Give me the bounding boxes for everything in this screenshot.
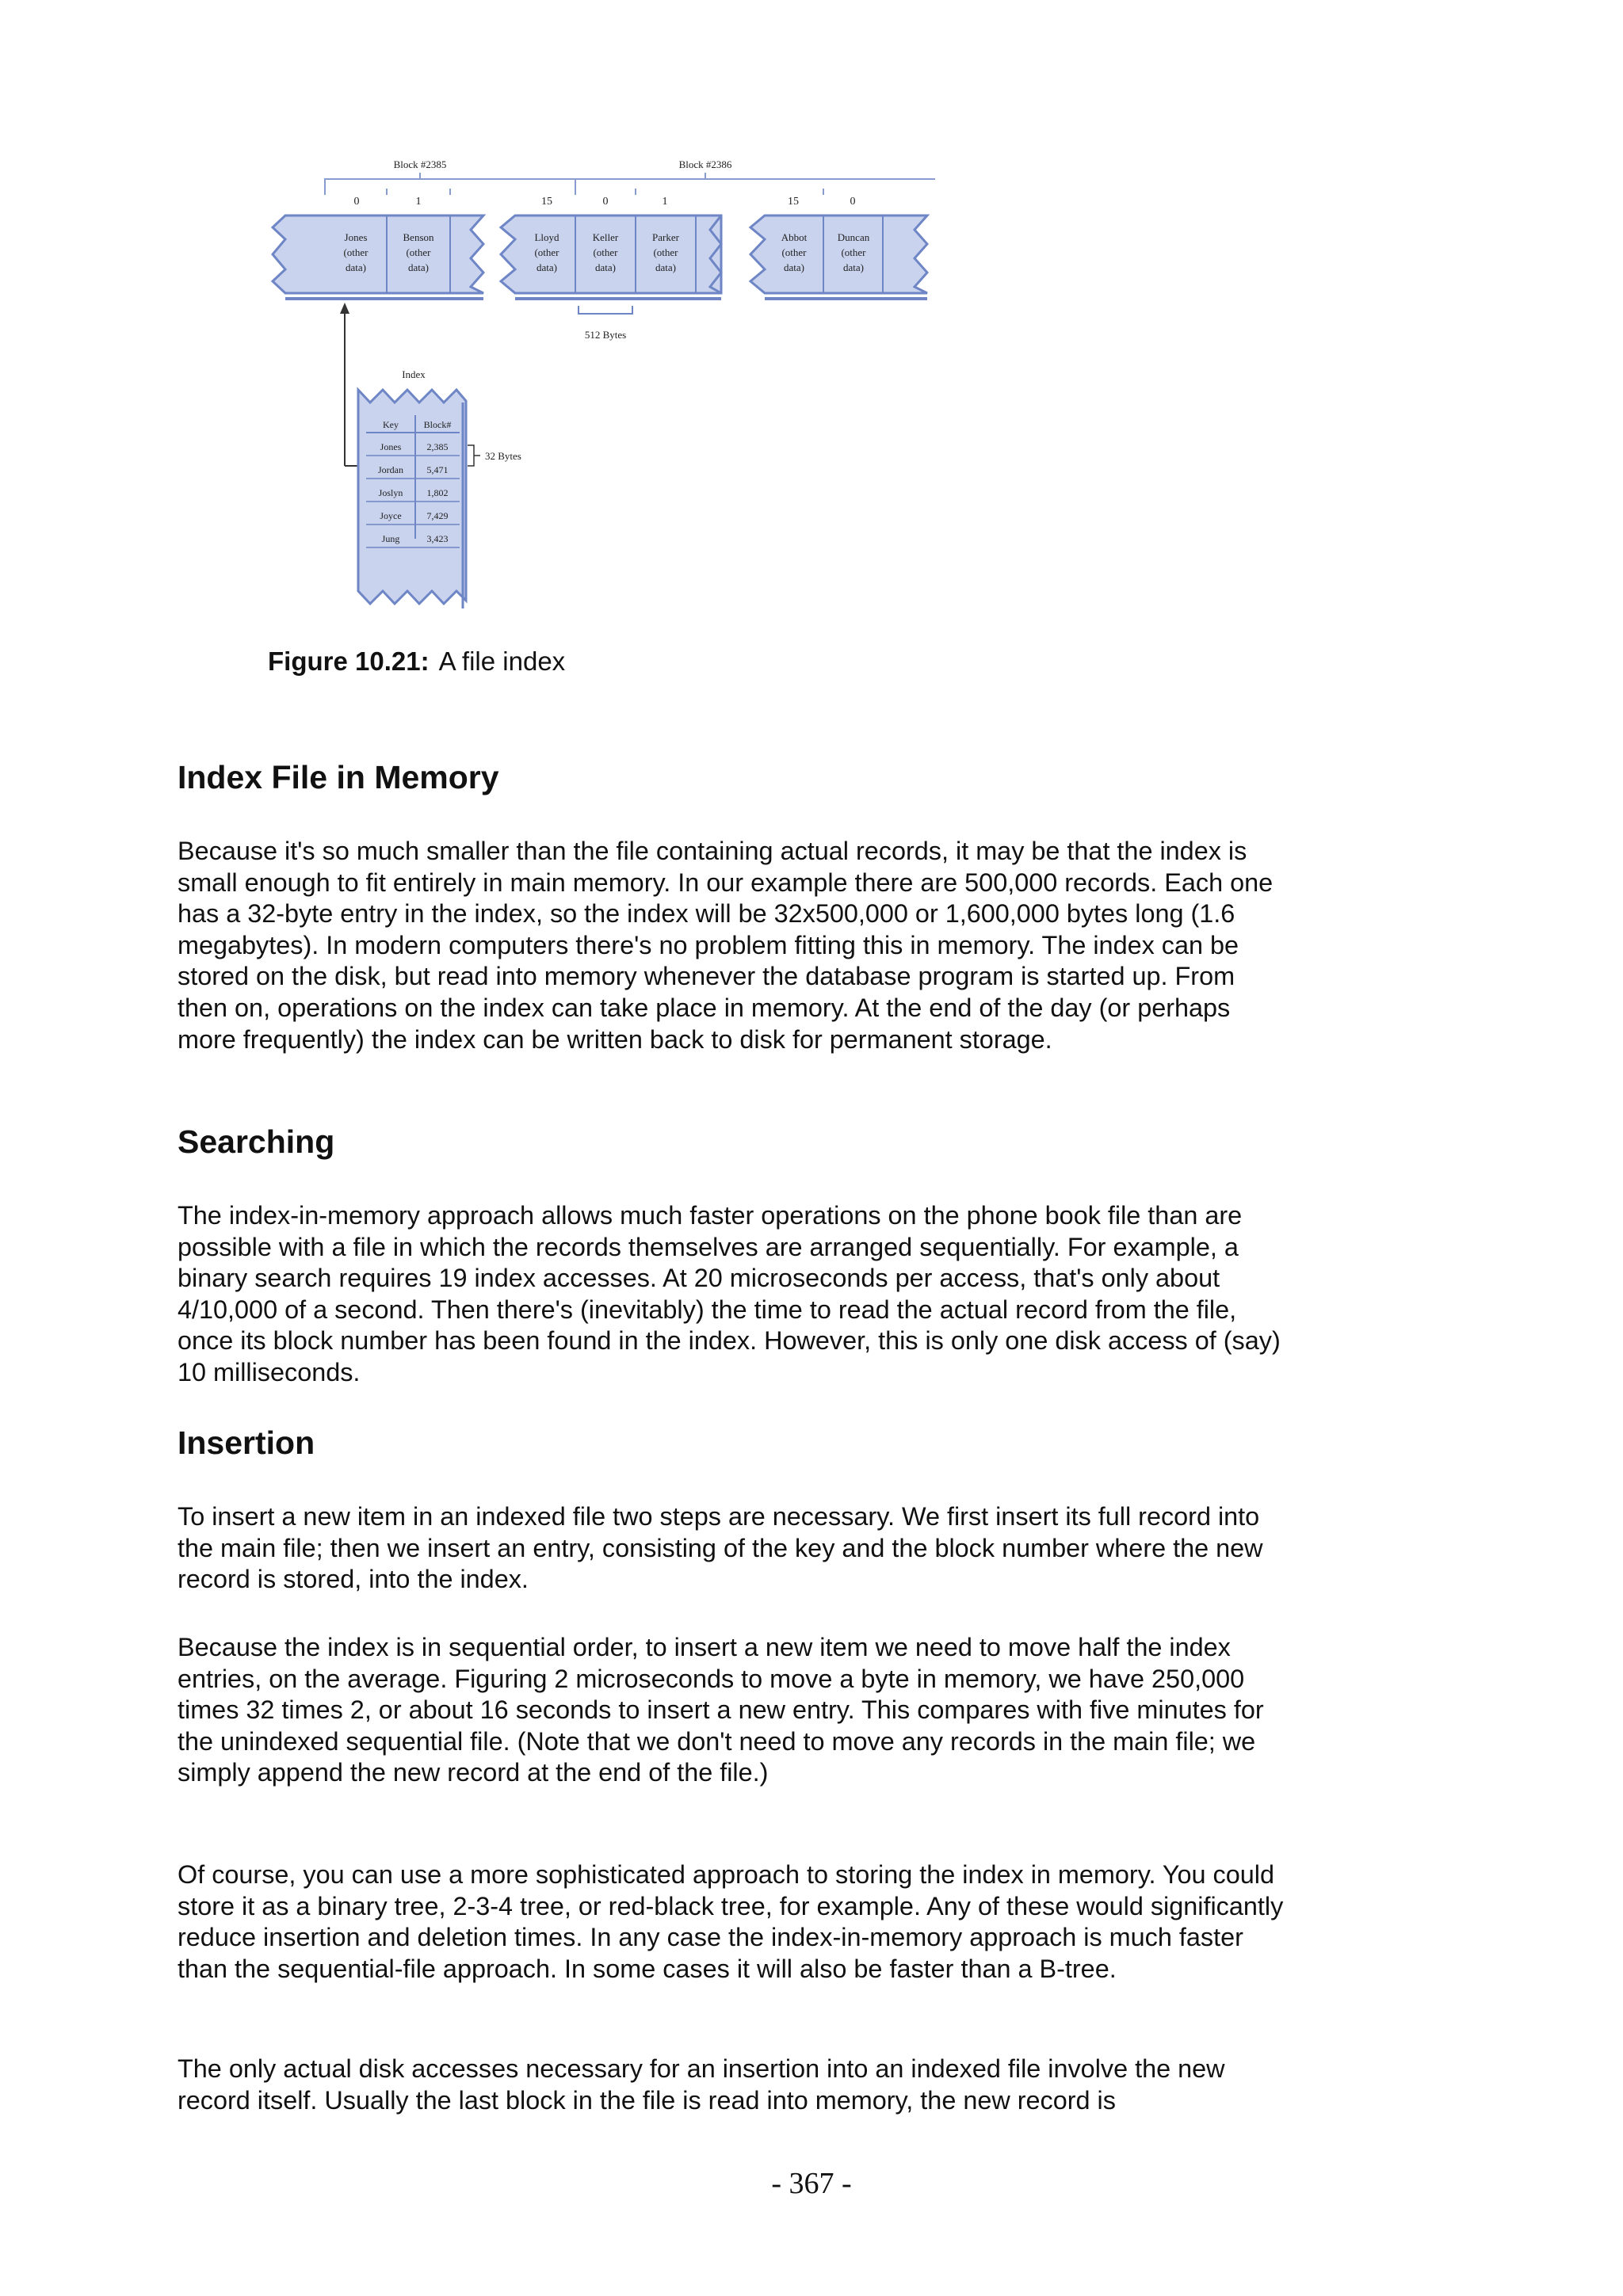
paragraph: Of course, you can use a more sophisticated approach to storing the index in memory. You could store it as a binary tree, 2-3-4 tree, or red-black tree, for example. Any of these would significantly reduce insertion and deletion times. In any case the index-in-memory approach is much faster than the sequential-file approach. In some cases it will also be faster than a B-tree. [178, 1860, 1284, 1983]
record-line: data) [843, 261, 864, 273]
file-index-figure [269, 151, 935, 618]
slot-number: 15 [541, 196, 552, 208]
record-line: (other [781, 246, 807, 258]
record-line: data) [346, 261, 366, 273]
record-name: Keller [592, 231, 619, 243]
paragraph: The only actual disk accesses necessary for an insertion into an indexed file involve the new record itself. Usually the last block in the file is read into memory, the new record is [178, 2054, 1225, 2115]
slot-number: 0 [850, 196, 856, 208]
record-line: (other [534, 246, 559, 258]
index-header-key: Key [383, 419, 399, 430]
section-heading-index-file-in-memory: Index File in Memory [178, 759, 499, 795]
paragraph: The index-in-memory approach allows much faster operations on the phone book file than are possible with a file in which the records themselves are arranged sequentially. For example, a binary search requires 19 index accesses. At 20 microseconds per access, that's only about 4/10,000 of a second. Then there's (inevitably) the time to read the actual record from the file, once its block number has been found in the index. However, this is only one disk access of (say) 10 milliseconds. [178, 1201, 1281, 1386]
record-name: Abbot [781, 231, 808, 243]
slot-number: 1 [415, 196, 422, 208]
record-line: data) [595, 261, 616, 273]
paragraph: Because the index is in sequential order, to insert a new item we need to move half the index entries, on the average. Figuring 2 microseconds to move a byte in memory, we have 250,000 times 32 times 2, or about 16 seconds to insert a new entry. This compares with five minutes for the unindexed sequential file. (Note that we don't need to move any records in the main file; we simply append the new record at the end of the file.) [178, 1633, 1264, 1787]
slot-number: 1 [662, 196, 668, 208]
index-title: Index [402, 368, 426, 380]
slot-number: 0 [353, 196, 360, 208]
record-line: (other [653, 246, 678, 258]
entry-size-bracket [468, 445, 480, 466]
slot-ticks [325, 189, 823, 195]
record-name: Duncan [837, 231, 870, 243]
index-key-cell: Jordan [378, 464, 403, 475]
caption-number: Figure 10.21: [268, 646, 430, 676]
index-key-cell: Jung [381, 533, 400, 544]
index-key-cell: Jones [380, 441, 402, 452]
section-heading-searching: Searching [178, 1123, 335, 1160]
section-heading-insertion: Insertion [178, 1425, 315, 1461]
pointer-arrowhead [340, 303, 349, 314]
record-name: Benson [403, 231, 434, 243]
record-size-bracket [579, 306, 632, 314]
index-block-cell: 2,385 [426, 441, 449, 452]
caption-text: A file index [438, 646, 566, 676]
record-line: (other [343, 246, 369, 258]
paragraph: Because it's so much smaller than the file containing actual records, it may be that the index is small enough to fit entirely in main memory. In our example there are 500,000 records. Each one has a 32-byte entry in the index, so the index will be 32x500,000 or 1,600,000 bytes long (1.6 megabytes). In modern computers there's no problem fitting this in memory. The index can be stored on the disk, but read into memory whenever the database program is started up. From then on, operations on the index can take place in memory. At the end of the day (or perhaps more frequently) the index can be written back to disk for permanent storage. [178, 837, 1274, 1054]
file-index-diagram [269, 151, 935, 618]
record-strip-right [750, 215, 927, 299]
entry-size-label: 32 Bytes [485, 450, 521, 462]
index-header-block: Block# [423, 419, 452, 430]
figure-caption [268, 646, 565, 677]
index-block-cell: 1,802 [426, 487, 449, 498]
record-line: data) [655, 261, 676, 273]
block-2386-bracket [575, 173, 935, 189]
paragraph: To insert a new item in an indexed file two steps are necessary. We first insert its full record into the main file; then we insert an entry, consisting of the key and the block number where the new record is stored, into the index. [178, 1502, 1263, 1594]
block-2385-bracket [325, 173, 575, 189]
record-line: data) [537, 261, 557, 273]
slot-number: 0 [602, 196, 609, 208]
index-key-cell: Joyce [380, 510, 402, 521]
index-block-cell: 5,471 [426, 464, 449, 475]
record-name: Parker [652, 231, 679, 243]
record-strip-left [273, 215, 483, 299]
record-line: data) [408, 261, 429, 273]
record-name: Jones [344, 231, 368, 243]
record-line: (other [593, 246, 618, 258]
block-label-2385: Block #2385 [393, 158, 447, 170]
record-name: Lloyd [534, 231, 559, 243]
record-size-label: 512 Bytes [584, 329, 627, 341]
record-line: (other [841, 246, 866, 258]
page-number: - 367 - [771, 2167, 852, 2200]
record-line: data) [784, 261, 804, 273]
slot-number: 15 [788, 196, 799, 208]
record-line: (other [406, 246, 431, 258]
index-block-cell: 3,423 [426, 533, 449, 544]
index-key-cell: Joslyn [378, 487, 403, 498]
block-label-2386: Block #2386 [678, 158, 732, 170]
index-block-cell: 7,429 [426, 510, 449, 521]
